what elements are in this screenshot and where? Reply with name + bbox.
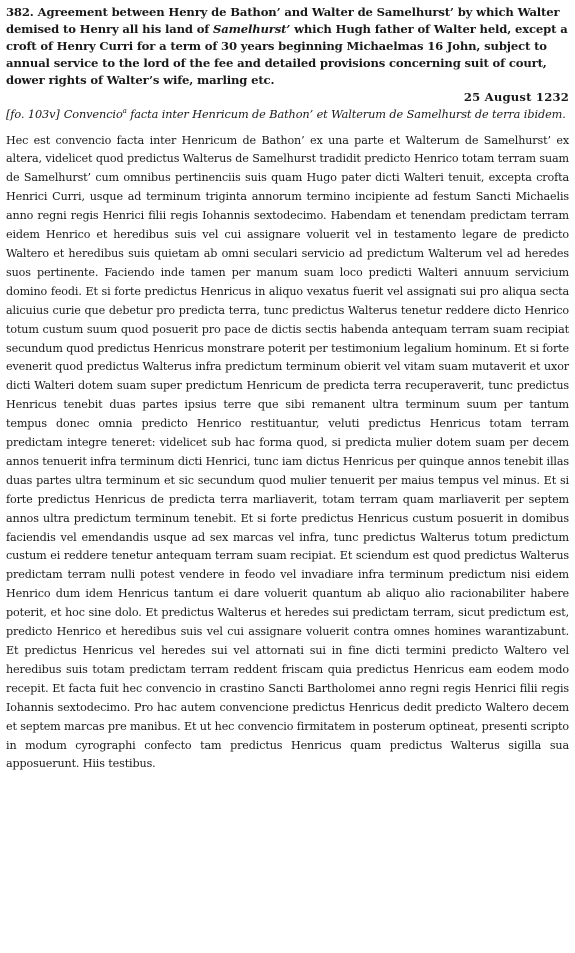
charter-text: Hec est convencio facta inter Henricum de Bathon’ ex una parte et Walterum de Samelhurst’ ex altera, videlicet quod predictus Walterus de Samelhurst tradidit predicto Henrico totam terram suam de Samelhurst’ cum omnibus pertinenciis suis quam Hugo pater dicti Walteri tenuit, excepta crofta Henrici Curri, usque ad terminum triginta annorum termino incipiente ad festum Sancti Michaelis anno regni regis Henrici filii regis Iohannis sextodecimo. Habendam et tenendam predictam terram eidem Henrico et heredibus suis vel cui assignare voluerit vel in testamento legare de predicto Waltero et heredibus suis quietam ab omni seculari servicio ad predictum Walterum vel ad heredes suos pertinente. Faciendo inde tamen per manum suam loco predicti Walteri annuum servicium domino feodi. Et si forte predictus Henricus in aliquo vexatus fuerit vel assignati sui pro aliqua secta alicuius curie que debetur pro predicta terra, tunc predictus Walterus tenetur reddere dicto Henrico totum custum suum quod posuerit pro pace de dictis sectis habenda antequam terram suam recipiat secundum quod predictus Henricus monstrare poterit per testimonium legalium hominum. Et si forte evenerit quod predictus Walterus infra predictum terminum obierit vel vitam suam mutaverit et uxor dicti Walteri dotem suam super predictum Henricum de predicta terra recuperaverit, tunc predictus Henricus tenebit duas partes ipsius terre que sibi remanent ultra terminum suum per tantum tempus donec omnia predicto Henrico restituantur, veluti predictus Henricus totam terram predictam integre teneret: videlicet sub hac forma quod, si predicta mulier dotem suam per decem annos tenuerit infra terminum dicti Henrici, tunc iam dictus Henricus per quinque annos tenebit illas duas partes ultra terminum et sic secundum quod mulier tenuerit per maius tempus vel minus. Et si forte predictus Henricus de predicta terra marliaverit, totam terram quam marliaverit per septem annos ultra predictum terminum tenebit. Et si forte predictus Henricus custum posuerit in domibus faciendis vel emendandis usque ad sex marcas vel infra, tunc predictus Walterus totum predictum custum ei reddere tenetur antequam terram suam recipiat. Et sciendum est quod predictus Walterus predictam terram nulli potest vendere in feodo vel invadiare infra terminum predictum nisi eidem Henrico dum idem Henricus tantum ei dare voluerit quantum ab aliquo alio racionabiliter habere poterit, et hoc sine dolo. Et predictus Walterus et heredes sui predictam terram, sicut predictum est, predicto Henrico et heredibus suis vel cui assignare voluerit contra omnes homines warantizabunt. Et predictus Henricus vel heredes sui vel attornati sui in fine dicti termini predicto Waltero vel heredibus suis totam predictam terram reddent friscam quia predictus Henricus eam eodem modo recepit. Et facta fuit hec convencio in crastino Sancti Bartholomei anno regni regis Henrici filii regis Iohannis sextodecimo. Pro hac autem convencione predictus Henricus dedit predicto Waltero decem et septem marcas pre manibus. Et ut hec convencio firmitatem in posterum optineat, presenti scripto in modum cyrographi confecto tam predictus Henricus quam predictus Walterus sigilla sua apposuerunt. Hiis testibus. — [6, 133, 569, 771]
folio-reference: [fo. 103v] — [6, 107, 60, 121]
summary-text-a: Agreement between Henry de Bathon’ and Walter de Samelhurst’ by which Walter demised to Henry all his land of — [6, 5, 560, 36]
summary-place-name: Samelhurst’ — [213, 21, 291, 36]
heading-text-a: Convencio — [63, 107, 123, 121]
footnote-marker: a — [122, 106, 127, 115]
entry-heading — [6, 106, 569, 123]
heading-text-b: facta inter Henricum de Bathon’ et Walterum de Samelhurst de terra ibidem. — [126, 107, 566, 121]
entry-number: 382. — [6, 5, 34, 19]
entry-summary — [6, 4, 569, 89]
entry-date: 25 August 1232 — [463, 89, 569, 104]
summary-text-b: which Hugh father of Walter held, except a croft of Henry Curri for a term of 30 years beginning Michaelmas 16 John, subject to annual service to the lord of the fee and detailed provisions concerning suit of court, dower rights of Walter’s wife, marling etc. — [6, 21, 568, 87]
